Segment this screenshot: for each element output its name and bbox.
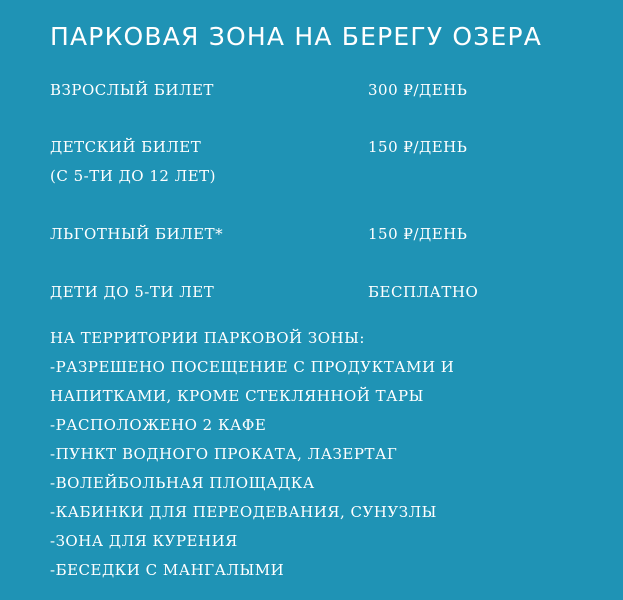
amenity-item: -РАСПОЛОЖЕНО 2 КАФЕ [50, 416, 267, 434]
amenity-item: -КАБИНКИ ДЛЯ ПЕРЕОДЕВАНИЯ, СУНУЗЛЫ [50, 503, 437, 521]
page-title: ПАРКОВАЯ ЗОНА НА БЕРЕГУ ОЗЕРА [50, 22, 543, 51]
ticket-price: 150 ₽/ДЕНЬ [368, 225, 468, 243]
amenity-item: -ЗОНА ДЛЯ КУРЕНИЯ [50, 532, 238, 550]
amenity-item: -ВОЛЕЙБОЛЬНАЯ ПЛОЩАДКА [50, 474, 315, 492]
amenity-item: НАПИТКАМИ, КРОМЕ СТЕКЛЯННОЙ ТАРЫ [50, 387, 424, 405]
ticket-price: БЕСПЛАТНО [368, 283, 479, 301]
ticket-price: 300 ₽/ДЕНЬ [368, 81, 468, 99]
ticket-note: (С 5-ТИ ДО 12 ЛЕТ) [50, 167, 217, 185]
ticket-name: ДЕТИ ДО 5-ТИ ЛЕТ [50, 283, 215, 301]
ticket-price: 150 ₽/ДЕНЬ [368, 138, 468, 156]
amenity-item: -ПУНКТ ВОДНОГО ПРОКАТА, ЛАЗЕРТАГ [50, 445, 398, 463]
ticket-name: ВЗРОСЛЫЙ БИЛЕТ [50, 81, 214, 99]
amenities-list [50, 324, 454, 585]
amenities-heading: НА ТЕРРИТОРИИ ПАРКОВОЙ ЗОНЫ: [50, 329, 365, 347]
ticket-name: ЛЬГОТНЫЙ БИЛЕТ* [50, 225, 224, 243]
ticket-name: ДЕТСКИЙ БИЛЕТ [50, 138, 202, 156]
amenity-item: -РАЗРЕШЕНО ПОСЕЩЕНИЕ С ПРОДУКТАМИ И [50, 358, 455, 376]
amenity-item: -БЕСЕДКИ С МАНГАЛЫМИ [50, 561, 285, 579]
